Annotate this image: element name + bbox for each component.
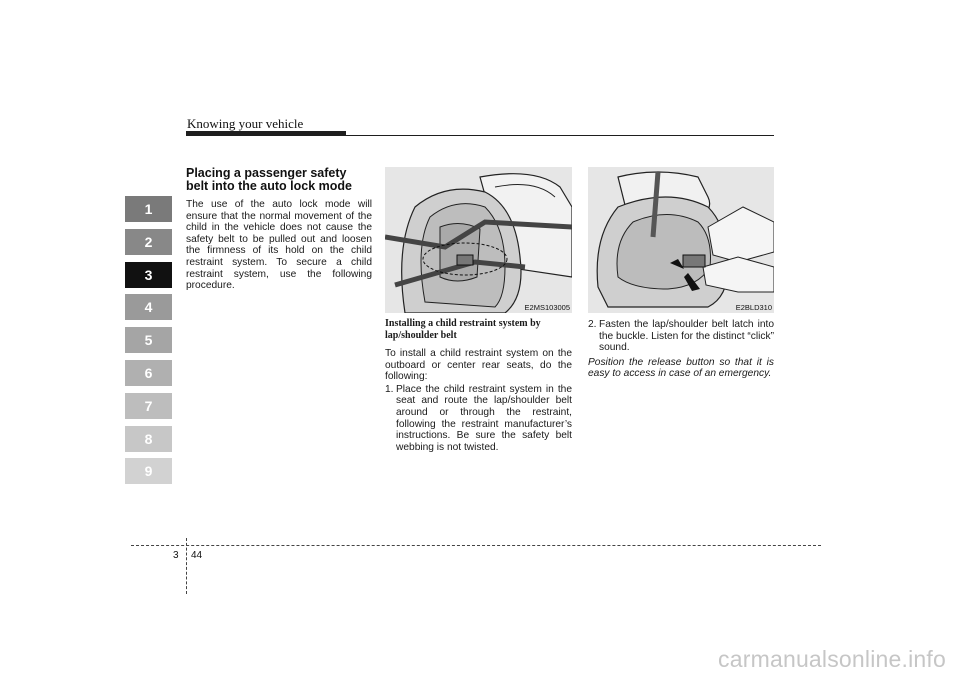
page-chapter-number: 3 [173,550,179,561]
chapter-tab-8[interactable]: 8 [125,426,172,452]
section-column [186,167,372,292]
chapter-tab-7[interactable]: 7 [125,393,172,419]
step-number: 2. [588,319,597,330]
install-step-1 [385,384,572,454]
step-number: 1. [385,383,394,395]
step-text: Place the child restraint system in the seat and route the lap/shoulder belt around or through the restraint, following the restraint manufacturer’s instructions. Be sure the safety belt webbing is not twisted. [396,383,572,453]
install-note: Position the release button so that it is easy to access in case of an emergency. [588,356,774,380]
figure-car-seat-belt-routing [385,167,572,313]
figure-buckle-latch [588,167,774,313]
page-header-title: Knowing your vehicle [187,116,304,131]
chapter-tab-3[interactable]: 3 [125,262,172,288]
install-intro: To install a child restraint system on the outboard or center rear seats, do the following: [385,348,572,383]
install-column [385,318,572,453]
watermark: carmanualsonline.info [718,646,946,672]
step-text: Fasten the lap/shoulder belt latch into the buckle. Listen for the distinct “click” sound. [599,319,774,354]
header-bar [186,131,346,136]
chapter-tab-4[interactable]: 4 [125,294,172,320]
buckle-illustration [588,167,774,313]
figure-code: E2MS103005 [524,303,570,312]
chapter-tab-9[interactable]: 9 [125,458,172,484]
footer-rule [131,545,821,546]
header-rule [346,135,774,136]
chapter-tab-1[interactable]: 1 [125,196,172,222]
chapter-tabs [125,196,172,491]
section-heading: Placing a passenger safety belt into the auto lock mode [186,166,352,193]
install-step-2 [588,319,774,354]
chapter-tab-6[interactable]: 6 [125,360,172,386]
install-column-continued [588,318,774,380]
chapter-tab-5[interactable]: 5 [125,327,172,353]
page-number: 44 [191,550,203,561]
car-seat-illustration [385,167,572,313]
section-body: The use of the auto lock mode will ensure that the normal movement of the child in the vehicle does not cause the safety belt to be pulled out and loosen the firmness of its hold on the child restraint system. To secure a child restraint system, use the following procedure. [186,199,372,292]
figure-code: E2BLD310 [735,303,772,312]
chapter-tab-2[interactable]: 2 [125,229,172,255]
install-subheading: Installing a child restraint system by lap/shoulder belt [385,318,541,341]
footer-divider [186,538,187,594]
